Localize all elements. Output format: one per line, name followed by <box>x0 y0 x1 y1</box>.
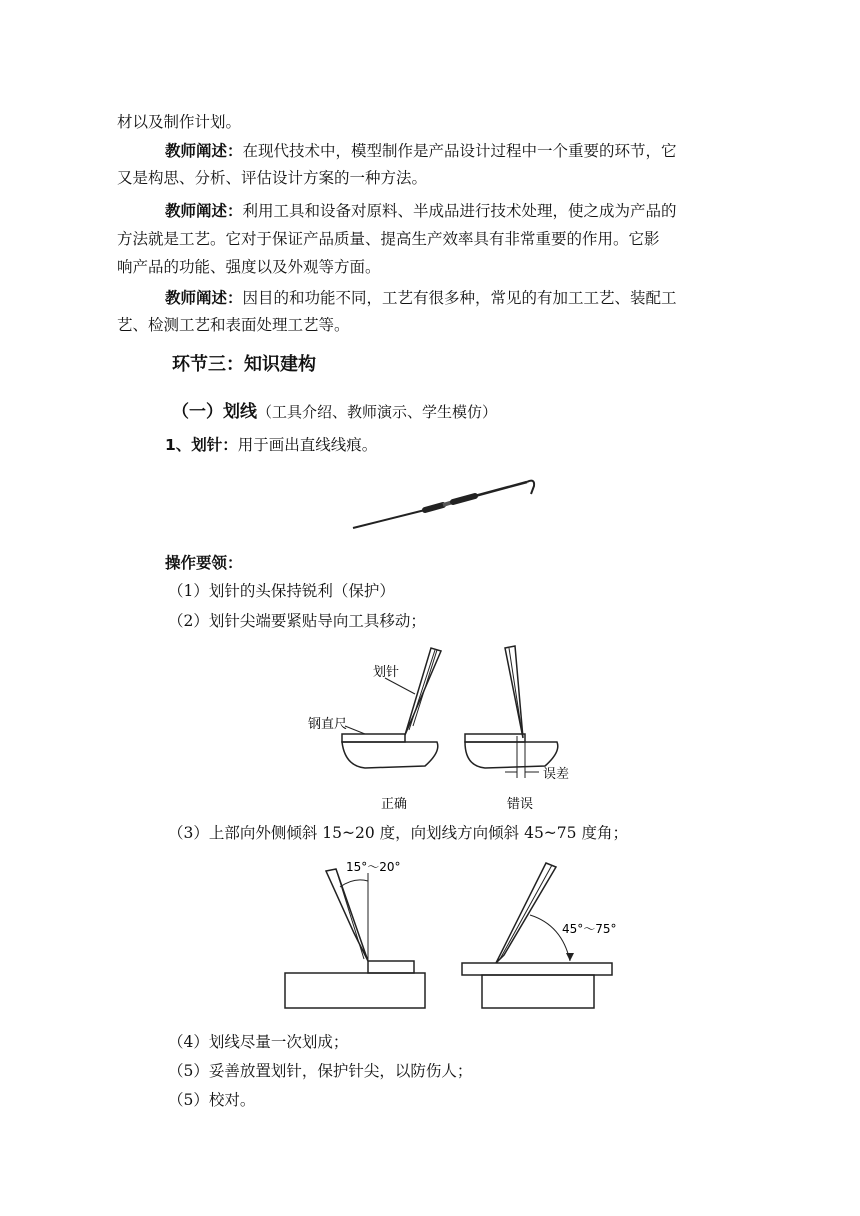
needle-guide-figure <box>305 638 595 818</box>
label-error: 误差 <box>543 767 570 782</box>
subsection-title <box>172 397 497 422</box>
subsection-heading: （一）划线 <box>172 402 257 422</box>
teacher-label: 教师阐述： <box>165 289 243 307</box>
step-5: （5）妥善放置划针，保护针尖，以防伤人； <box>168 1062 473 1080</box>
paragraph-2-line-3: 响产品的功能、强度以及外观等方面。 <box>117 258 381 276</box>
step-6: （5）校对。 <box>168 1091 256 1109</box>
paragraph-2-line-2: 方法就是工艺。它对于保证产品质量、提高生产效率具有非常重要的作用。它影 <box>117 230 660 248</box>
paragraph-3-line-1 <box>165 287 677 309</box>
paragraph-1-line-2: 又是构思、分析、评估设计方案的一种方法。 <box>117 169 428 187</box>
paragraph-text: 在现代技术中，模型制作是产品设计过程中一个重要的环节，它 <box>242 142 677 160</box>
step-3: （3）上部向外侧倾斜 15~20 度，向划线方向倾斜 45~75 度角； <box>168 824 628 842</box>
item-1-text: 用于画出直线线痕。 <box>237 436 378 454</box>
angle-right-label: 45°～75° <box>562 922 617 936</box>
paragraph-text: 利用工具和设备对原料、半成品进行技术处理，使之成为产品的 <box>242 202 677 220</box>
subsection-note: （工具介绍、教师演示、学生模仿） <box>257 403 498 421</box>
paragraph-text: 因目的和功能不同，工艺有很多种，常见的有加工工艺、装配工 <box>242 289 677 307</box>
label-needle: 划针 <box>373 665 400 680</box>
teacher-label: 教师阐述： <box>165 202 243 220</box>
paragraph-1-line-1 <box>165 140 677 162</box>
operation-heading: 操作要领： <box>165 554 243 572</box>
paragraph-3-line-2: 艺、检测工艺和表面处理工艺等。 <box>117 316 350 334</box>
needle-angle-figure <box>280 855 620 1015</box>
step-4: （4）划线尽量一次划成； <box>168 1033 349 1051</box>
caption-wrong: 错误 <box>507 797 534 812</box>
scriber-needle-icon <box>353 481 534 528</box>
scriber-needle-figure <box>345 470 545 535</box>
teacher-label: 教师阐述： <box>165 142 243 160</box>
step-2: （2）划针尖端要紧贴导向工具移动； <box>168 612 426 630</box>
wrong-diagram <box>465 646 558 778</box>
caption-correct: 正确 <box>381 797 408 812</box>
angle-left-label: 15°～20° <box>346 860 401 874</box>
step-1: （1）划针的头保持锐利（保护） <box>168 582 395 600</box>
item-1-label: 1、划针： <box>165 436 238 454</box>
tilt-angle-diagram <box>285 869 425 1008</box>
paragraph-2-line-1 <box>165 200 677 222</box>
section-title: 环节三：知识建构 <box>172 354 316 375</box>
label-ruler: 钢直尺 <box>308 717 348 732</box>
paragraph-continuation: 材以及制作计划。 <box>117 113 242 131</box>
item-1 <box>165 434 377 456</box>
